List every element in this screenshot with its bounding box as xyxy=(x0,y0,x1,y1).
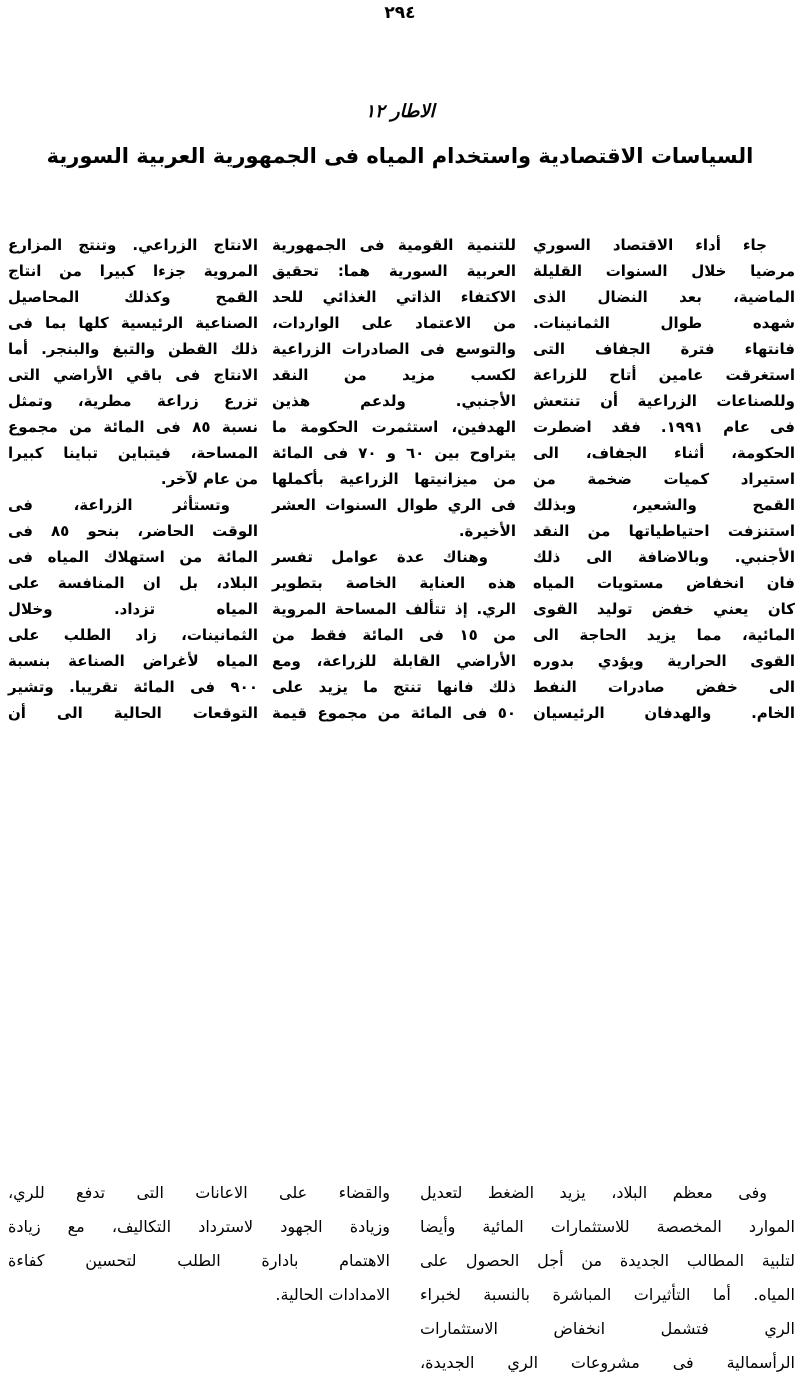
text-line: البلاد، بل ان المنافسة على xyxy=(8,574,258,592)
text-line: الوقت الحاضر، بنحو ٨٥ فى xyxy=(8,522,258,540)
text-line: نسبة ٨٥ فى المائة من مجموع xyxy=(8,418,259,436)
text-line: هذه العناية الخاصة بتطوير xyxy=(272,574,516,592)
text-line: الري. إذ تتألف المساحة المروية xyxy=(272,600,516,618)
text-line: الاهتمام بادارة الطلب لتحسين كفاءة xyxy=(8,1251,390,1270)
text-line: القوى الحرارية ويؤدي بدوره xyxy=(533,652,795,670)
text-line: وتستأثر الزراعة، فى xyxy=(8,496,230,514)
text-line: فانتهاء فترة الجفاف التى xyxy=(533,340,795,358)
text-line: المروية جزءا كبيرا من انتاج xyxy=(8,262,258,280)
text-line: للتنمية القومية فى الجمهورية xyxy=(272,236,516,254)
text-line: والتوسع فى الصادرات الزراعية xyxy=(272,340,516,358)
text-line: لكسب مزيد من النقد xyxy=(272,366,516,384)
column-left xyxy=(8,232,258,726)
text-line: التوقعات الحالية الى أن xyxy=(8,704,258,722)
text-line: شهده طوال الثمانينات. xyxy=(533,314,795,332)
text-line: ٩٠٠ فى المائة تقريبا. وتشير xyxy=(8,678,258,696)
text-line: وهناك عدة عوامل تفسر xyxy=(272,548,488,566)
text-line: الانتاج فى باقي الأراضي التى xyxy=(8,366,258,384)
text-line: من الاعتماد على الواردات، xyxy=(272,314,516,332)
text-line: المياه. أما التأثيرات المباشرة بالنسبة لخبراء xyxy=(420,1285,795,1304)
text-line: الامدادات الحالية. xyxy=(275,1285,390,1304)
text-line: ٥٠ فى المائة من مجموع قيمة xyxy=(272,704,516,722)
text-line: الى خفض صادرات النفط xyxy=(533,678,795,696)
text-line: المياه لأغراض الصناعة بنسبة xyxy=(8,652,258,670)
text-line: القمح وكذلك المحاصيل xyxy=(8,288,258,306)
column-right xyxy=(533,232,795,726)
text-line: ذلك القطن والتبغ والبنجر. أما xyxy=(8,340,258,358)
text-line: فى الري طوال السنوات العشر xyxy=(272,496,516,514)
text-line: الاكتفاء الذاتي الغذائي للحد xyxy=(272,288,516,306)
text-line: الأجنبي. ولدعم هذين xyxy=(272,392,516,410)
text-line: المساحة، فيتباين تباينا كبيرا xyxy=(8,444,258,462)
text-line: استنزفت احتياطياتها من النقد xyxy=(533,522,795,540)
text-line: من ١٥ فى المائة فقط من xyxy=(272,626,516,644)
text-line: فى عام ١٩٩١. فقد اضطرت xyxy=(533,418,795,436)
text-line: الرأسمالية فى مشروعات الري الجديدة، xyxy=(420,1353,795,1372)
box-label: الاطار ١٢ xyxy=(365,101,435,122)
text-line: الأجنبي. وبالاضافة الى ذلك xyxy=(533,548,795,566)
text-line: الماضية، بعد النضال الذى xyxy=(533,288,795,306)
box-title: السياسات الاقتصادية واستخدام المياه فى الجمهورية العربية السورية xyxy=(46,144,754,168)
text-line: يتراوح بين ٦٠ و ٧٠ فى المائة xyxy=(272,444,516,462)
bottom-column-left xyxy=(8,1176,390,1312)
text-line: المياه تزداد. وخلال xyxy=(8,600,258,618)
text-line: وفى معظم البلاد، يزيد الضغط لتعديل xyxy=(420,1183,767,1202)
text-line: كان يعني خفض توليد القوى xyxy=(533,600,795,618)
text-line: الموارد المخصصة للاستثمارات المائية وأيضا xyxy=(420,1217,795,1236)
text-line: القمح والشعير، وبذلك xyxy=(533,496,795,514)
text-line: الخام. والهدفان الرئيسيان xyxy=(533,704,795,722)
text-line: المائة من استهلاك المياه فى xyxy=(8,548,258,566)
bottom-column-right xyxy=(420,1176,795,1380)
text-line: تزرع زراعة مطرية، وتمثل xyxy=(8,392,258,410)
text-line: الحكومة، أثناء الجفاف، الى xyxy=(533,444,795,462)
text-line: مرضيا خلال السنوات القليلة xyxy=(533,262,795,280)
text-line: جاء أداء الاقتصاد السوري xyxy=(533,236,767,254)
text-line: والقضاء على الاعانات التى تدفع للري، xyxy=(8,1183,390,1202)
text-line: الانتاج الزراعي. وتنتج المزارع xyxy=(8,236,258,254)
text-line: الصناعية الرئيسية كلها بما فى xyxy=(8,314,258,332)
page-number: ٢٩٤ xyxy=(384,3,416,23)
text-line: استغرقت عامين أتاح للزراعة xyxy=(533,366,795,384)
text-line: من عام لآخر. xyxy=(160,470,258,488)
text-line: من ميزانيتها الزراعية بأكملها xyxy=(272,470,516,488)
text-line: فان انخفاض مستويات المياه xyxy=(533,574,795,592)
text-line: العربية السورية هما: تحقيق xyxy=(272,262,516,280)
text-line: لتلبية المطالب الجديدة من أجل الحصول على xyxy=(420,1251,795,1270)
text-line: الأخيرة. xyxy=(458,522,516,540)
text-line: المائية، مما يزيد الحاجة الى xyxy=(533,626,795,644)
text-line: ذلك فانها تنتج ما يزيد على xyxy=(272,678,516,696)
text-line: استيراد كميات ضخمة من xyxy=(533,470,795,488)
text-line: الثمانينات، زاد الطلب على xyxy=(8,626,258,644)
text-line: وللصناعات الزراعية أن تنتعش xyxy=(533,392,795,410)
column-middle xyxy=(272,232,516,726)
text-line: الهدفين، استثمرت الحكومة ما xyxy=(272,418,516,436)
text-line: الأراضي القابلة للزراعة، ومع xyxy=(272,652,516,670)
text-line: الري فتشمل انخفاض الاستثمارات xyxy=(420,1319,795,1338)
text-line: وزيادة الجهود لاسترداد التكاليف، مع زيادة xyxy=(8,1217,390,1236)
